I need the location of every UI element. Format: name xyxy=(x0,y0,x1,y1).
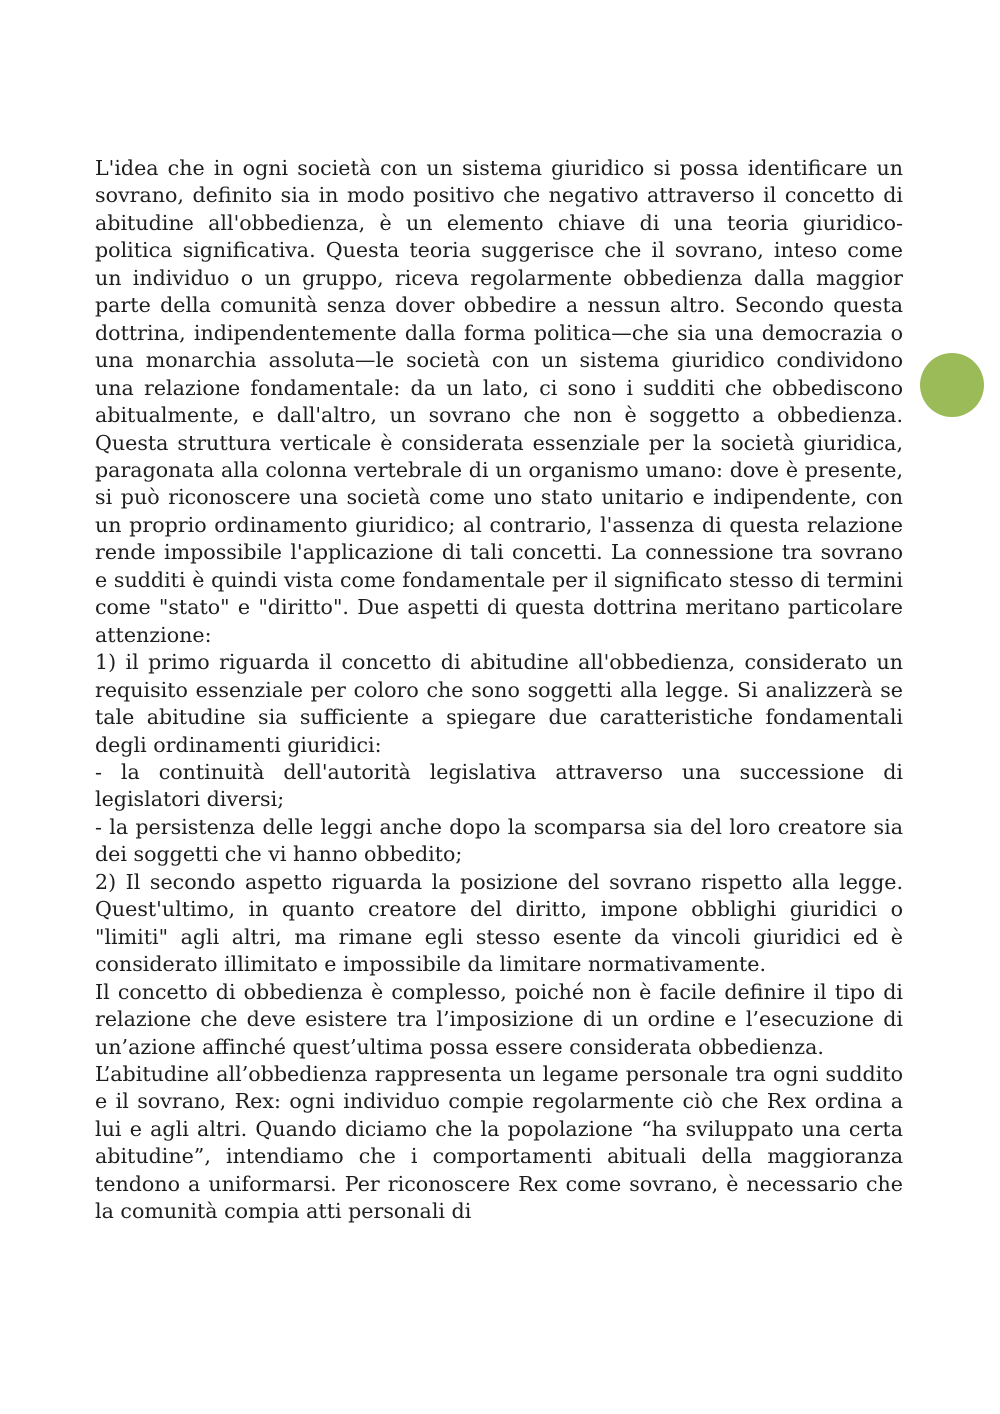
paragraph-habit-of-obedience: L’abitudine all’obbedienza rappresenta un legame personale tra ogni suddito e il sovrano, Rex: ogni individuo compie regolarmente ciò che Rex ordina a lui e agli altri. Quando diciamo che la popolazione “ha sviluppato una certa abitudine”, intendiamo che i comportamenti abituali della maggioranza tendono a uniformarsi. Per riconoscere Rex come sovrano, è necessario che la comunità compia atti personali di xyxy=(95,1061,903,1224)
paragraph-point-2: 2) Il secondo aspetto riguarda la posizione del sovrano rispetto alla legge. Quest'ultimo, in quanto creatore del diritto, impone obblighi giuridici o "limiti" agli altri, ma rimane egli stesso esente da vincoli giuridici ed è considerato illimitato e impossibile da limitare normativamente. xyxy=(95,869,903,977)
paragraph-intro: L'idea che in ogni società con un sistema giuridico si possa identificare un sovrano, definito sia in modo positivo che negativo attraverso il concetto di abitudine all'obbedienza, è un elemento chiave di una teoria giuridico-politica significativa. Questa teoria suggerisce che il sovrano, inteso come un individuo o un gruppo, riceva regolarmente obbedienza dalla maggior parte della comunità senza dover obbedire a nessun altro. Secondo questa dottrina, indipendentemente dalla forma politica—che sia una democrazia o una monarchia assoluta—le società con un sistema giuridico condividono una relazione fondamentale: da un lato, ci sono i sudditi che obbediscono abitualmente, e dall'altro, un sovrano che non è soggetto a obbedienza. Questa struttura verticale è considerata essenziale per la società giuridica, paragonata alla colonna vertebrale di un organismo umano: dove è presente, si può riconoscere una società come uno stato unitario e indipendente, con un proprio ordinamento giuridico; al contrario, l'assenza di questa relazione rende impossibile l'applicazione di tali concetti. La connessione tra sovrano e sudditi è quindi vista come fondamentale per il significato stesso di termini come "stato" e "diritto". Due aspetti di questa dottrina meritano particolare attenzione: xyxy=(95,156,903,647)
paragraph-bullet-persistence: - la persistenza delle leggi anche dopo la scomparsa sia del loro creatore sia dei soggetti che vi hanno obbedito; xyxy=(95,814,903,867)
side-circle-marker xyxy=(920,353,984,417)
paragraph-obedience-concept: Il concetto di obbedienza è complesso, poiché non è facile definire il tipo di relazione che deve esistere tra l’imposizione di un ordine e l’esecuzione di un’azione affinché quest’ultima possa essere considerata obbedienza. xyxy=(95,979,903,1059)
paragraph-bullet-continuity: - la continuità dell'autorità legislativa attraverso una successione di legislatori diversi; xyxy=(95,759,903,812)
document-body xyxy=(95,155,903,1226)
paragraph-point-1: 1) il primo riguarda il concetto di abitudine all'obbedienza, considerato un requisito essenziale per coloro che sono soggetti alla legge. Si analizzerà se tale abitudine sia sufficiente a spiegare due caratteristiche fondamentali degli ordinamenti giuridici: xyxy=(95,650,903,757)
